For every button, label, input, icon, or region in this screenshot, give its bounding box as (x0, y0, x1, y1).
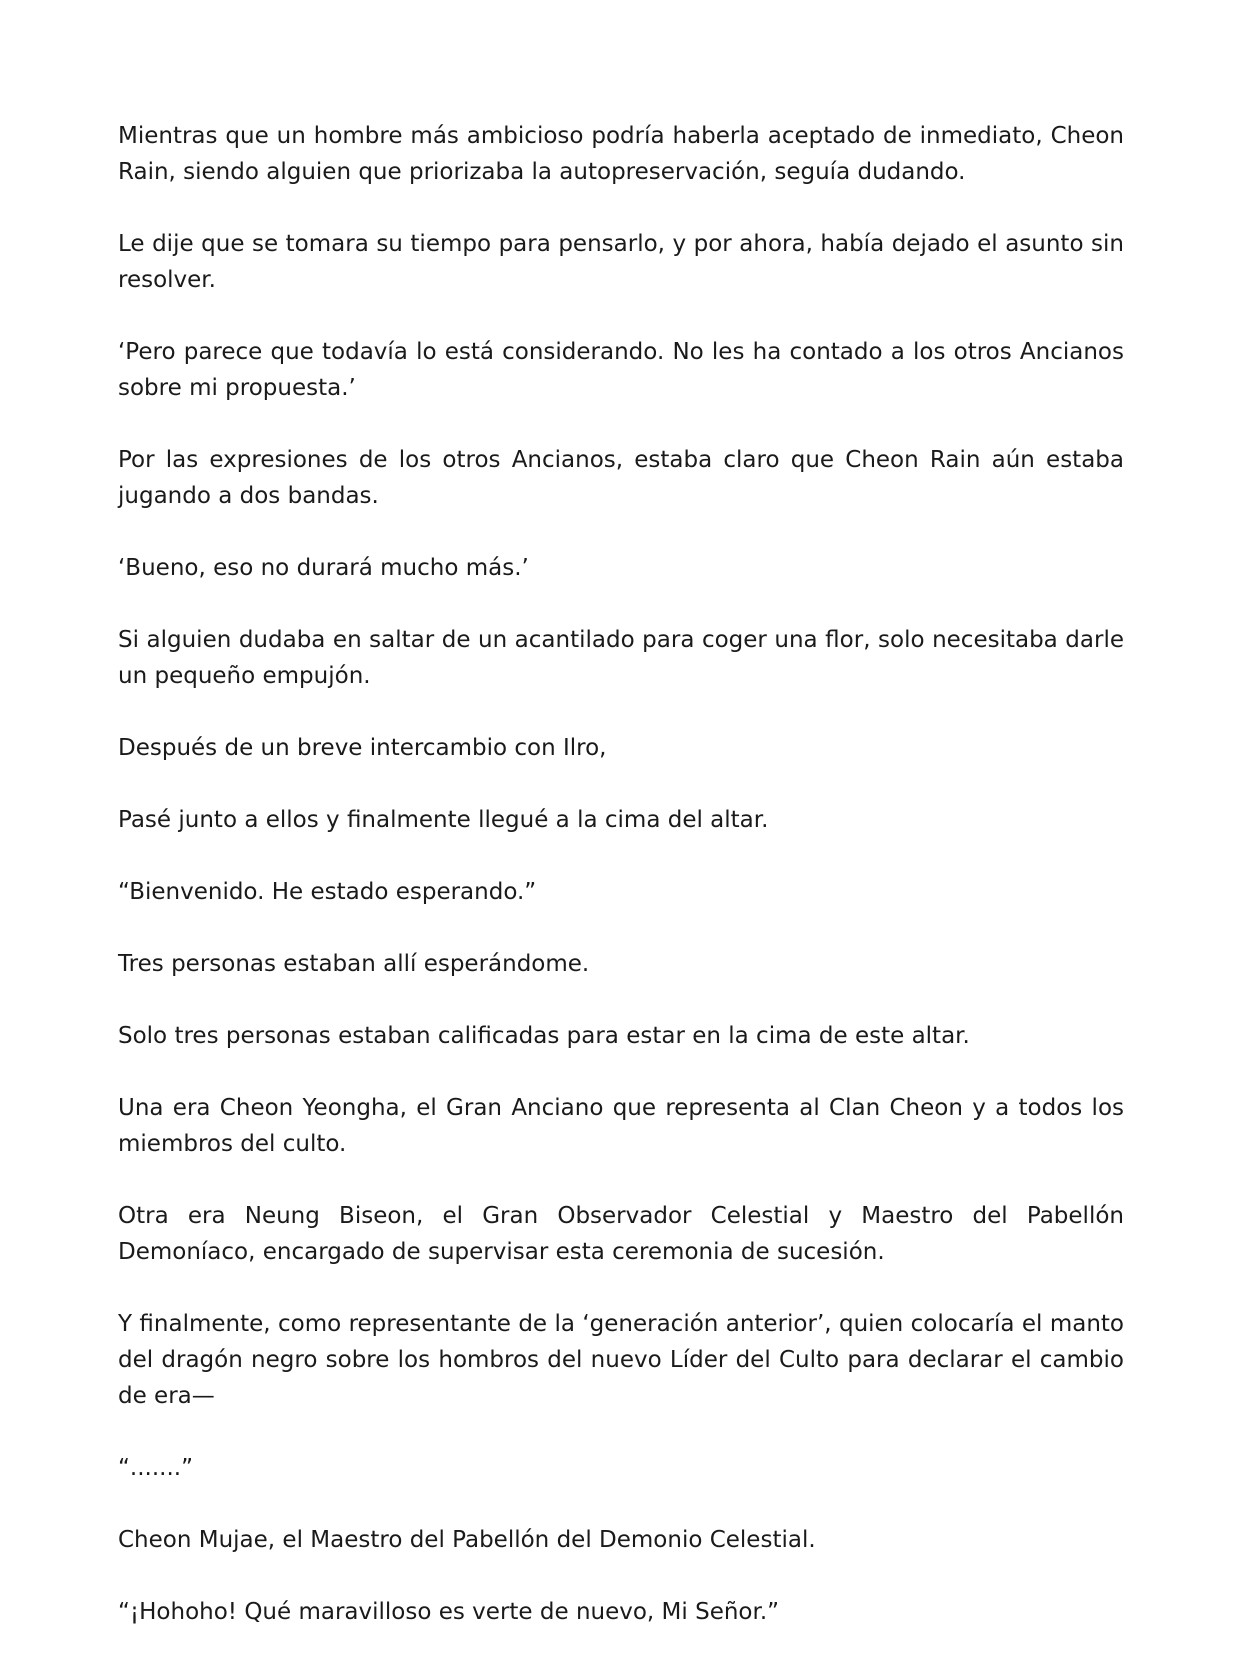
paragraph: Cheon Mujae, el Maestro del Pabellón del Demonio Celestial. (118, 1527, 816, 1553)
paragraph: Después de un breve intercambio con Ilro, (118, 735, 607, 761)
paragraph: “Bienvenido. He estado esperando.” (118, 879, 537, 905)
paragraph: Por las expresiones de los otros Ancianos, estaba claro que Cheon Rain aún estaba jugando a dos bandas. (118, 447, 1124, 509)
paragraph: Si alguien dudaba en saltar de un acantilado para coger una flor, solo necesitaba darle un pequeño empujón. (118, 627, 1124, 689)
paragraph: Pasé junto a ellos y finalmente llegué a la cima del altar. (118, 807, 769, 833)
paragraph: Otra era Neung Biseon, el Gran Observador Celestial y Maestro del Pabellón Demoníaco, encargado de supervisar esta ceremonia de sucesión. (118, 1203, 1124, 1265)
paragraph: Mientras que un hombre más ambicioso podría haberla aceptado de inmediato, Cheon Rain, siendo alguien que priorizaba la autopreservación, seguía dudando. (118, 123, 1124, 185)
document-body (118, 118, 1124, 1666)
paragraph: “.......” (118, 1455, 194, 1481)
paragraph: “¡Hohoho! Qué maravilloso es verte de nuevo, Mi Señor.” (118, 1599, 780, 1625)
paragraph: ‘Pero parece que todavía lo está considerando. No les ha contado a los otros Ancianos sobre mi propuesta.’ (118, 339, 1124, 401)
paragraph: Solo tres personas estaban calificadas para estar en la cima de este altar. (118, 1023, 970, 1049)
paragraph: Tres personas estaban allí esperándome. (118, 951, 590, 977)
paragraph: Una era Cheon Yeongha, el Gran Anciano que representa al Clan Cheon y a todos los miembros del culto. (118, 1095, 1124, 1157)
paragraph: Y finalmente, como representante de la ‘generación anterior’, quien colocaría el manto del dragón negro sobre los hombros del nuevo Líder del Culto para declarar el cambio de era— (118, 1311, 1124, 1409)
paragraph: Le dije que se tomara su tiempo para pensarlo, y por ahora, había dejado el asunto sin resolver. (118, 231, 1124, 293)
paragraph: ‘Bueno, eso no durará mucho más.’ (118, 555, 529, 581)
